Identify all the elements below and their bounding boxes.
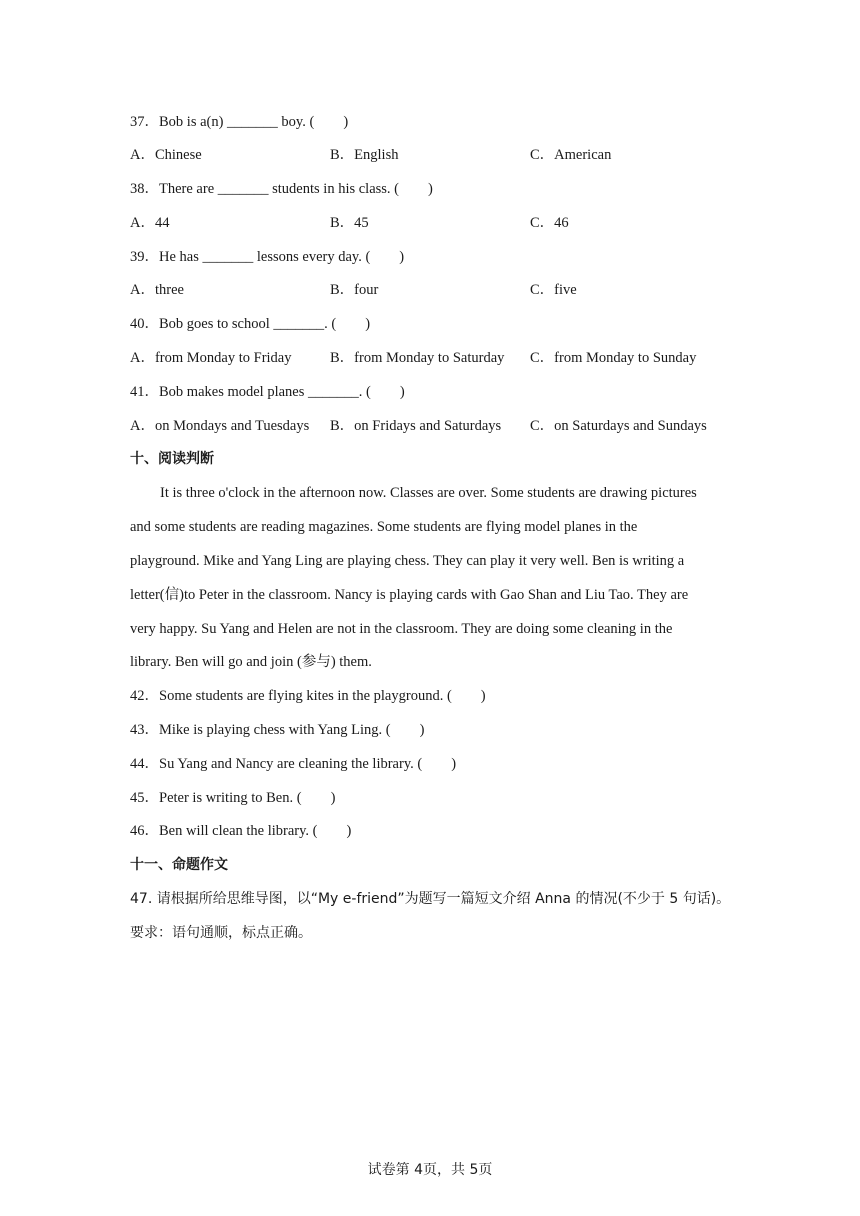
question-39-option-b: B．four bbox=[330, 282, 379, 298]
question-43: 43．Mike is playing chess with Yang Ling. ( ) bbox=[130, 722, 425, 738]
question-37-option-c: C．American bbox=[530, 147, 612, 163]
passage-line-3: playground. Mike and Yang Ling are playing chess. They can play it very well. Ben is writing a bbox=[130, 553, 685, 569]
passage-line-6: library. Ben will go and join (参与) them. bbox=[130, 654, 372, 670]
question-40-stem: 40．Bob goes to school _______. ( ) bbox=[130, 316, 371, 332]
question-41-stem: 41．Bob makes model planes _______. ( ) bbox=[130, 384, 405, 400]
question-37-stem: 37．Bob is a(n) _______ boy. ( ) bbox=[130, 114, 349, 130]
question-42: 42．Some students are flying kites in the playground. ( ) bbox=[130, 688, 486, 704]
question-44: 44．Su Yang and Nancy are cleaning the library. ( ) bbox=[130, 756, 457, 772]
section-heading-reading-judgment: 十、阅读判断 bbox=[130, 451, 214, 467]
question-37-option-b: B．English bbox=[330, 147, 399, 163]
question-46: 46．Ben will clean the library. ( ) bbox=[130, 823, 352, 839]
question-40-option-c: C．from Monday to Sunday bbox=[530, 350, 697, 366]
passage-line-2: and some students are reading magazines. Some students are flying model planes in the bbox=[130, 519, 638, 535]
passage-line-5: very happy. Su Yang and Helen are not in the classroom. They are doing some cleaning in the bbox=[130, 621, 673, 637]
question-38-stem: 38．There are _______ students in his class. ( ) bbox=[130, 181, 433, 197]
question-39-option-a: A．three bbox=[130, 282, 184, 298]
question-47-requirement: 要求：语句通顺，标点正确。 bbox=[130, 925, 312, 941]
question-38-option-b: B．45 bbox=[330, 215, 369, 231]
question-38-option-c: C．46 bbox=[530, 215, 569, 231]
question-47-prompt: 47. 请根据所给思维导图，以“My e-friend”为题写一篇短文介绍 Anna 的情况(不少于 5 句话)。 bbox=[130, 891, 731, 907]
page-footer: 试卷第 4页，共 5页 bbox=[367, 1162, 493, 1178]
question-40-option-b: B．from Monday to Saturday bbox=[330, 350, 505, 366]
question-39-option-c: C．five bbox=[530, 282, 577, 298]
question-40-option-a: A．from Monday to Friday bbox=[130, 350, 292, 366]
question-37-option-a: A．Chinese bbox=[130, 147, 202, 163]
question-41-option-a: A．on Mondays and Tuesdays bbox=[130, 418, 310, 434]
passage-line-4: letter(信)to Peter in the classroom. Nancy is playing cards with Gao Shan and Liu Tao. They are bbox=[130, 587, 689, 603]
question-41-option-b: B．on Fridays and Saturdays bbox=[330, 418, 502, 434]
question-38-option-a: A．44 bbox=[130, 215, 170, 231]
section-heading-composition: 十一、命题作文 bbox=[130, 857, 228, 873]
question-41-option-c: C．on Saturdays and Sundays bbox=[530, 418, 707, 434]
question-39-stem: 39．He has _______ lessons every day. ( ) bbox=[130, 249, 405, 265]
passage-line-1: It is three o'clock in the afternoon now. Classes are over. Some students are drawing pictures bbox=[160, 485, 697, 501]
question-45: 45．Peter is writing to Ben. ( ) bbox=[130, 790, 336, 806]
